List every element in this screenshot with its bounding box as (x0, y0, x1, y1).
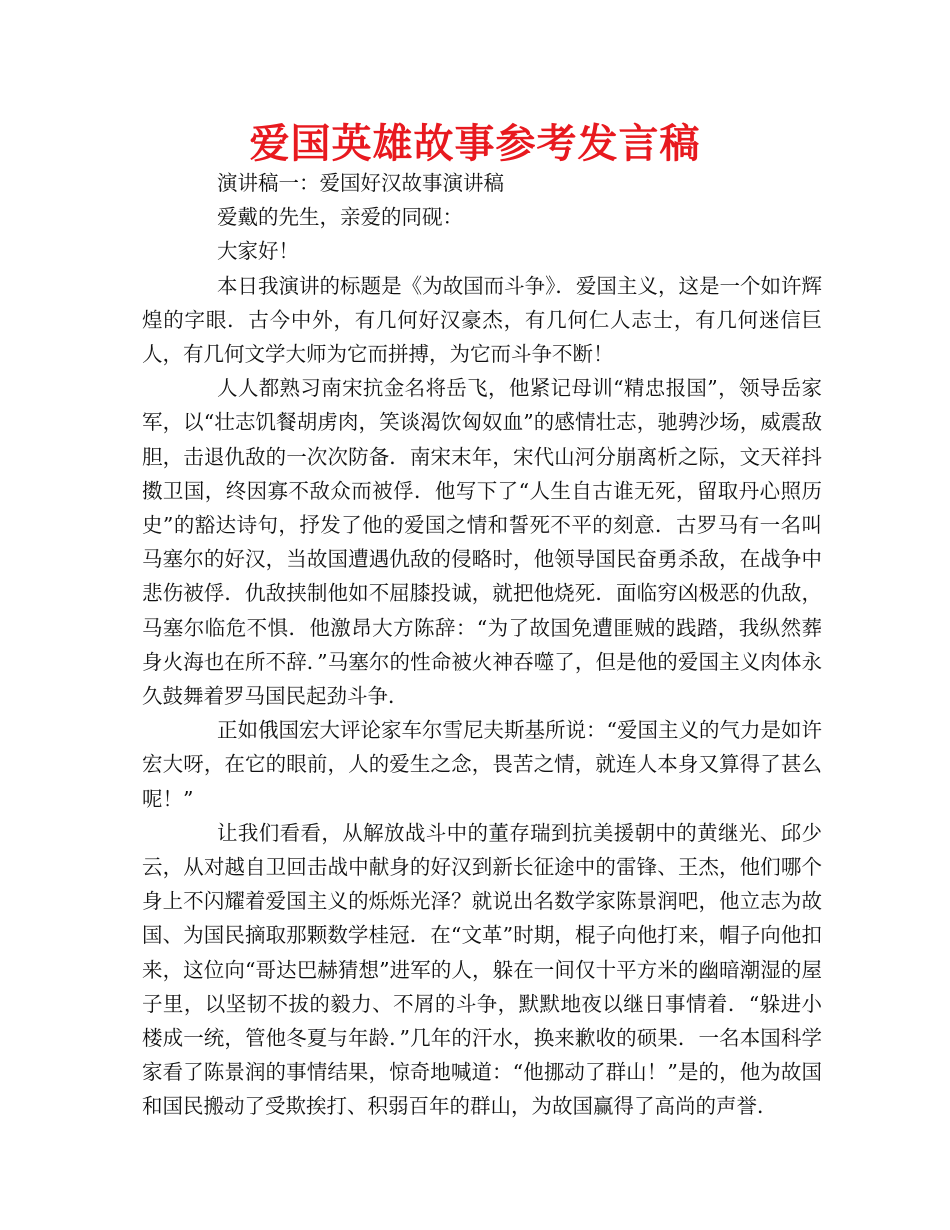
document-title: 爱国英雄故事参考发言稿 (249, 121, 701, 167)
document-body (142, 166, 822, 1124)
paragraph-intro: 本日我演讲的标题是《为故国而斗争》．爱国主义，这是一个如许辉煌的字眼．古今中外，有几何好汉豪杰，有几何仁人志士，有几何迷信巨人，有几何文学大师为它而拼搏，为它而斗争不断！ (142, 273, 822, 367)
paragraph-speech-heading: 演讲稿一：爱国好汉故事演讲稿 (217, 171, 504, 195)
paragraph-quote: 正如俄国宏大评论家车尔雪尼夫斯基所说：“爱国主义的气力是如许宏大呀，在它的眼前，人的爱生之念，畏苦之情，就连人本身又算得了甚么呢！” (142, 718, 822, 811)
paragraph-modern-heroes: 让我们看看，从解放战斗中的董存瑞到抗美援朝中的黄继光、邱少云，从对越自卫回击战中献身的好汉到新长征途中的雷锋、王杰，他们哪个身上不闪耀着爱国主义的烁烁光泽？就说出名数学家陈景润吧，他立志为故国、为国民摘取那颗数学桂冠．在“文革”时期，棍子向他打来，帽子向他扣来，这位向“哥达巴赫猜想”进军的人，躲在一间仅十平方米的幽暗潮湿的屋子里，以坚韧不拔的毅力、不屑的斗争，默默地夜以继日事情着．“躲进小楼成一统，管他冬夏与年龄．”几年的汗水，换来歉收的硕果．一名本国科学家看了陈景润的事情结果，惊奇地喊道：“他挪动了群山！”是的，他为故国和国民搬动了受欺挨打、积弱百年的群山，为故国赢得了高尚的声誉． (142, 820, 822, 1119)
paragraph-salutation: 爱戴的先生，亲爱的同砚： (217, 205, 463, 230)
paragraph-greeting: 大家好！ (217, 239, 299, 264)
paragraph-heroes: 人人都熟习南宋抗金名将岳飞，他紧记母训“精忠报国”，领导岳家军，以“壮志饥餐胡虏肉，笑谈渴饮匈奴血”的感情壮志，驰骋沙场，威震敌胆，击退仇敌的一次次防备．南宋末年，宋代山河分崩离析之际，文天祥抖擞卫国，终因寡不敌众而被俘．他写下了“人生自古谁无死，留取丹心照历史”的豁达诗句，抒发了他的爱国之情和誓死不平的刻意．古罗马有一名叫马塞尔的好汉，当故国遭遇仇敌的侵略时，他领导国民奋勇杀敌，在战争中悲伤被俘．仇敌挟制他如不屈膝投诚，就把他烧死．面临穷凶极恶的仇敌，马塞尔临危不惧．他激昂大方陈辞：“为了故国免遭匪贼的践踏，我纵然葬身火海也在所不辞．”马塞尔的性命被火神吞噬了，但是他的爱国主义肉体永久鼓舞着罗马国民起劲斗争． (142, 376, 822, 709)
